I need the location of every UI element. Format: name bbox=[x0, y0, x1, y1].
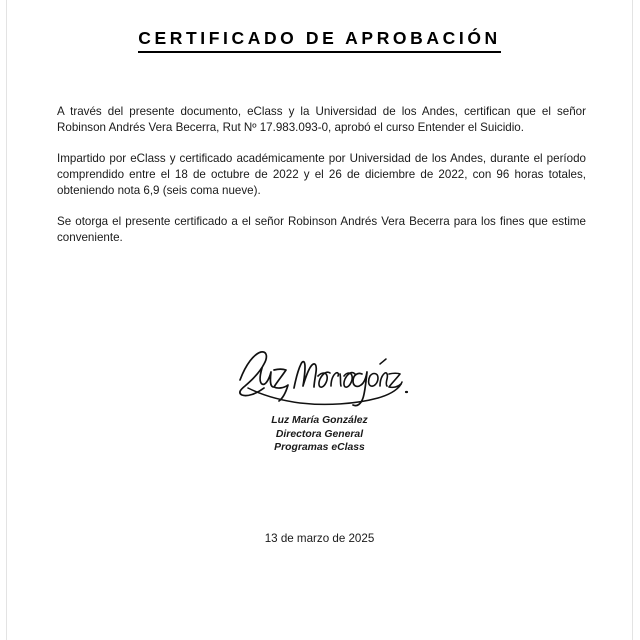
body-paragraph-1: A través del presente documento, eClass y la Universidad de los Andes, certifican que el señor Robinson Andrés Vera Becerra, Rut Nº 17.983.093-0, aprobó el curso Entender el Suicidio. bbox=[57, 105, 586, 135]
certificate-title bbox=[7, 28, 632, 53]
page-edge-right bbox=[632, 0, 633, 640]
body-paragraph-2: Impartido por eClass y certificado académicamente por Universidad de los Andes, durante el período comprendido entre el 18 de octubre de 2022 y el 26 de diciembre de 2022, con 96 horas totales, obteniendo nota 6,9 (seis coma nueve). bbox=[57, 151, 586, 198]
certificate-body bbox=[57, 104, 586, 246]
signatory-organization: Programas eClass bbox=[274, 442, 365, 454]
certificate-date: 13 de marzo de 2025 bbox=[264, 532, 375, 545]
signatory-name: Luz María González bbox=[271, 415, 368, 426]
certificate-sheet bbox=[7, 0, 632, 640]
signature-caption bbox=[7, 414, 632, 455]
signatory-role: Directora General bbox=[275, 428, 364, 440]
handwritten-signature-icon bbox=[230, 340, 410, 412]
body-paragraph-3: Se otorga el presente certificado a el señor Robinson Andrés Vera Becerra para los fines que estime conveniente. bbox=[57, 215, 586, 245]
signature-block bbox=[7, 340, 632, 455]
certificate-title-text: CERTIFICADO DE APROBACIÓN bbox=[138, 28, 501, 53]
